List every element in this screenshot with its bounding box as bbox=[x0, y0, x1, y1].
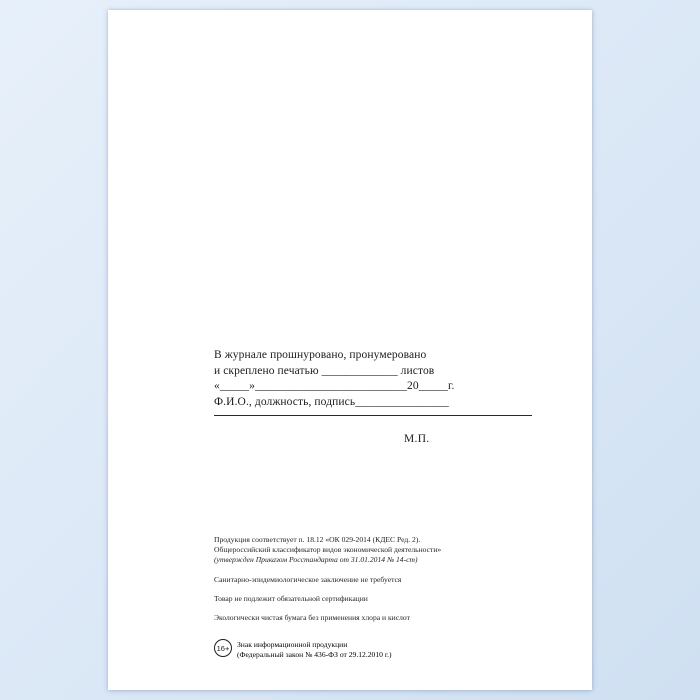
eco-paper-notice: Экологически чистая бумага без применения хлора и кислот bbox=[214, 613, 410, 623]
signature-rule bbox=[214, 414, 532, 416]
age-rating-text bbox=[237, 638, 392, 659]
age-rating-icon: 16+ bbox=[214, 639, 232, 657]
okved-paragraph bbox=[214, 535, 554, 566]
okved-line-3: (утвержден Приказом Росстандарта от 31.01.2014 № 14-ст) bbox=[214, 555, 418, 565]
legal-notices bbox=[214, 535, 554, 632]
document-page bbox=[108, 10, 592, 690]
okved-line-2: Общероссийский классификатор видов экономической деятельности» bbox=[214, 545, 442, 555]
seal-place-label: М.П. bbox=[404, 433, 430, 445]
statement-line-1: В журнале прошнуровано, пронумеровано bbox=[214, 349, 427, 361]
age-rating-title: Знак информационной продукции bbox=[237, 640, 348, 649]
statement-line-2: и скреплено печатью _____________ листов bbox=[214, 364, 435, 377]
certification-notice: Товар не подлежит обязательной сертификации bbox=[214, 593, 368, 603]
certification-statement bbox=[214, 348, 544, 416]
statement-line-4: Ф.И.О., должность, подпись________________ bbox=[214, 395, 449, 408]
age-rating-row bbox=[214, 638, 392, 659]
sanitary-notice: Санитарно-эпидемиологическое заключение не требуется bbox=[214, 574, 402, 584]
age-rating-law: (Федеральный закон № 436-ФЗ от 29.12.2010 г.) bbox=[237, 649, 392, 659]
statement-line-3: «_____»__________________________20_____г. bbox=[214, 380, 455, 392]
okved-line-1: Продукция соответствует п. 18.12 «ОК 029-2014 (КДЕС Ред. 2). bbox=[214, 535, 421, 544]
